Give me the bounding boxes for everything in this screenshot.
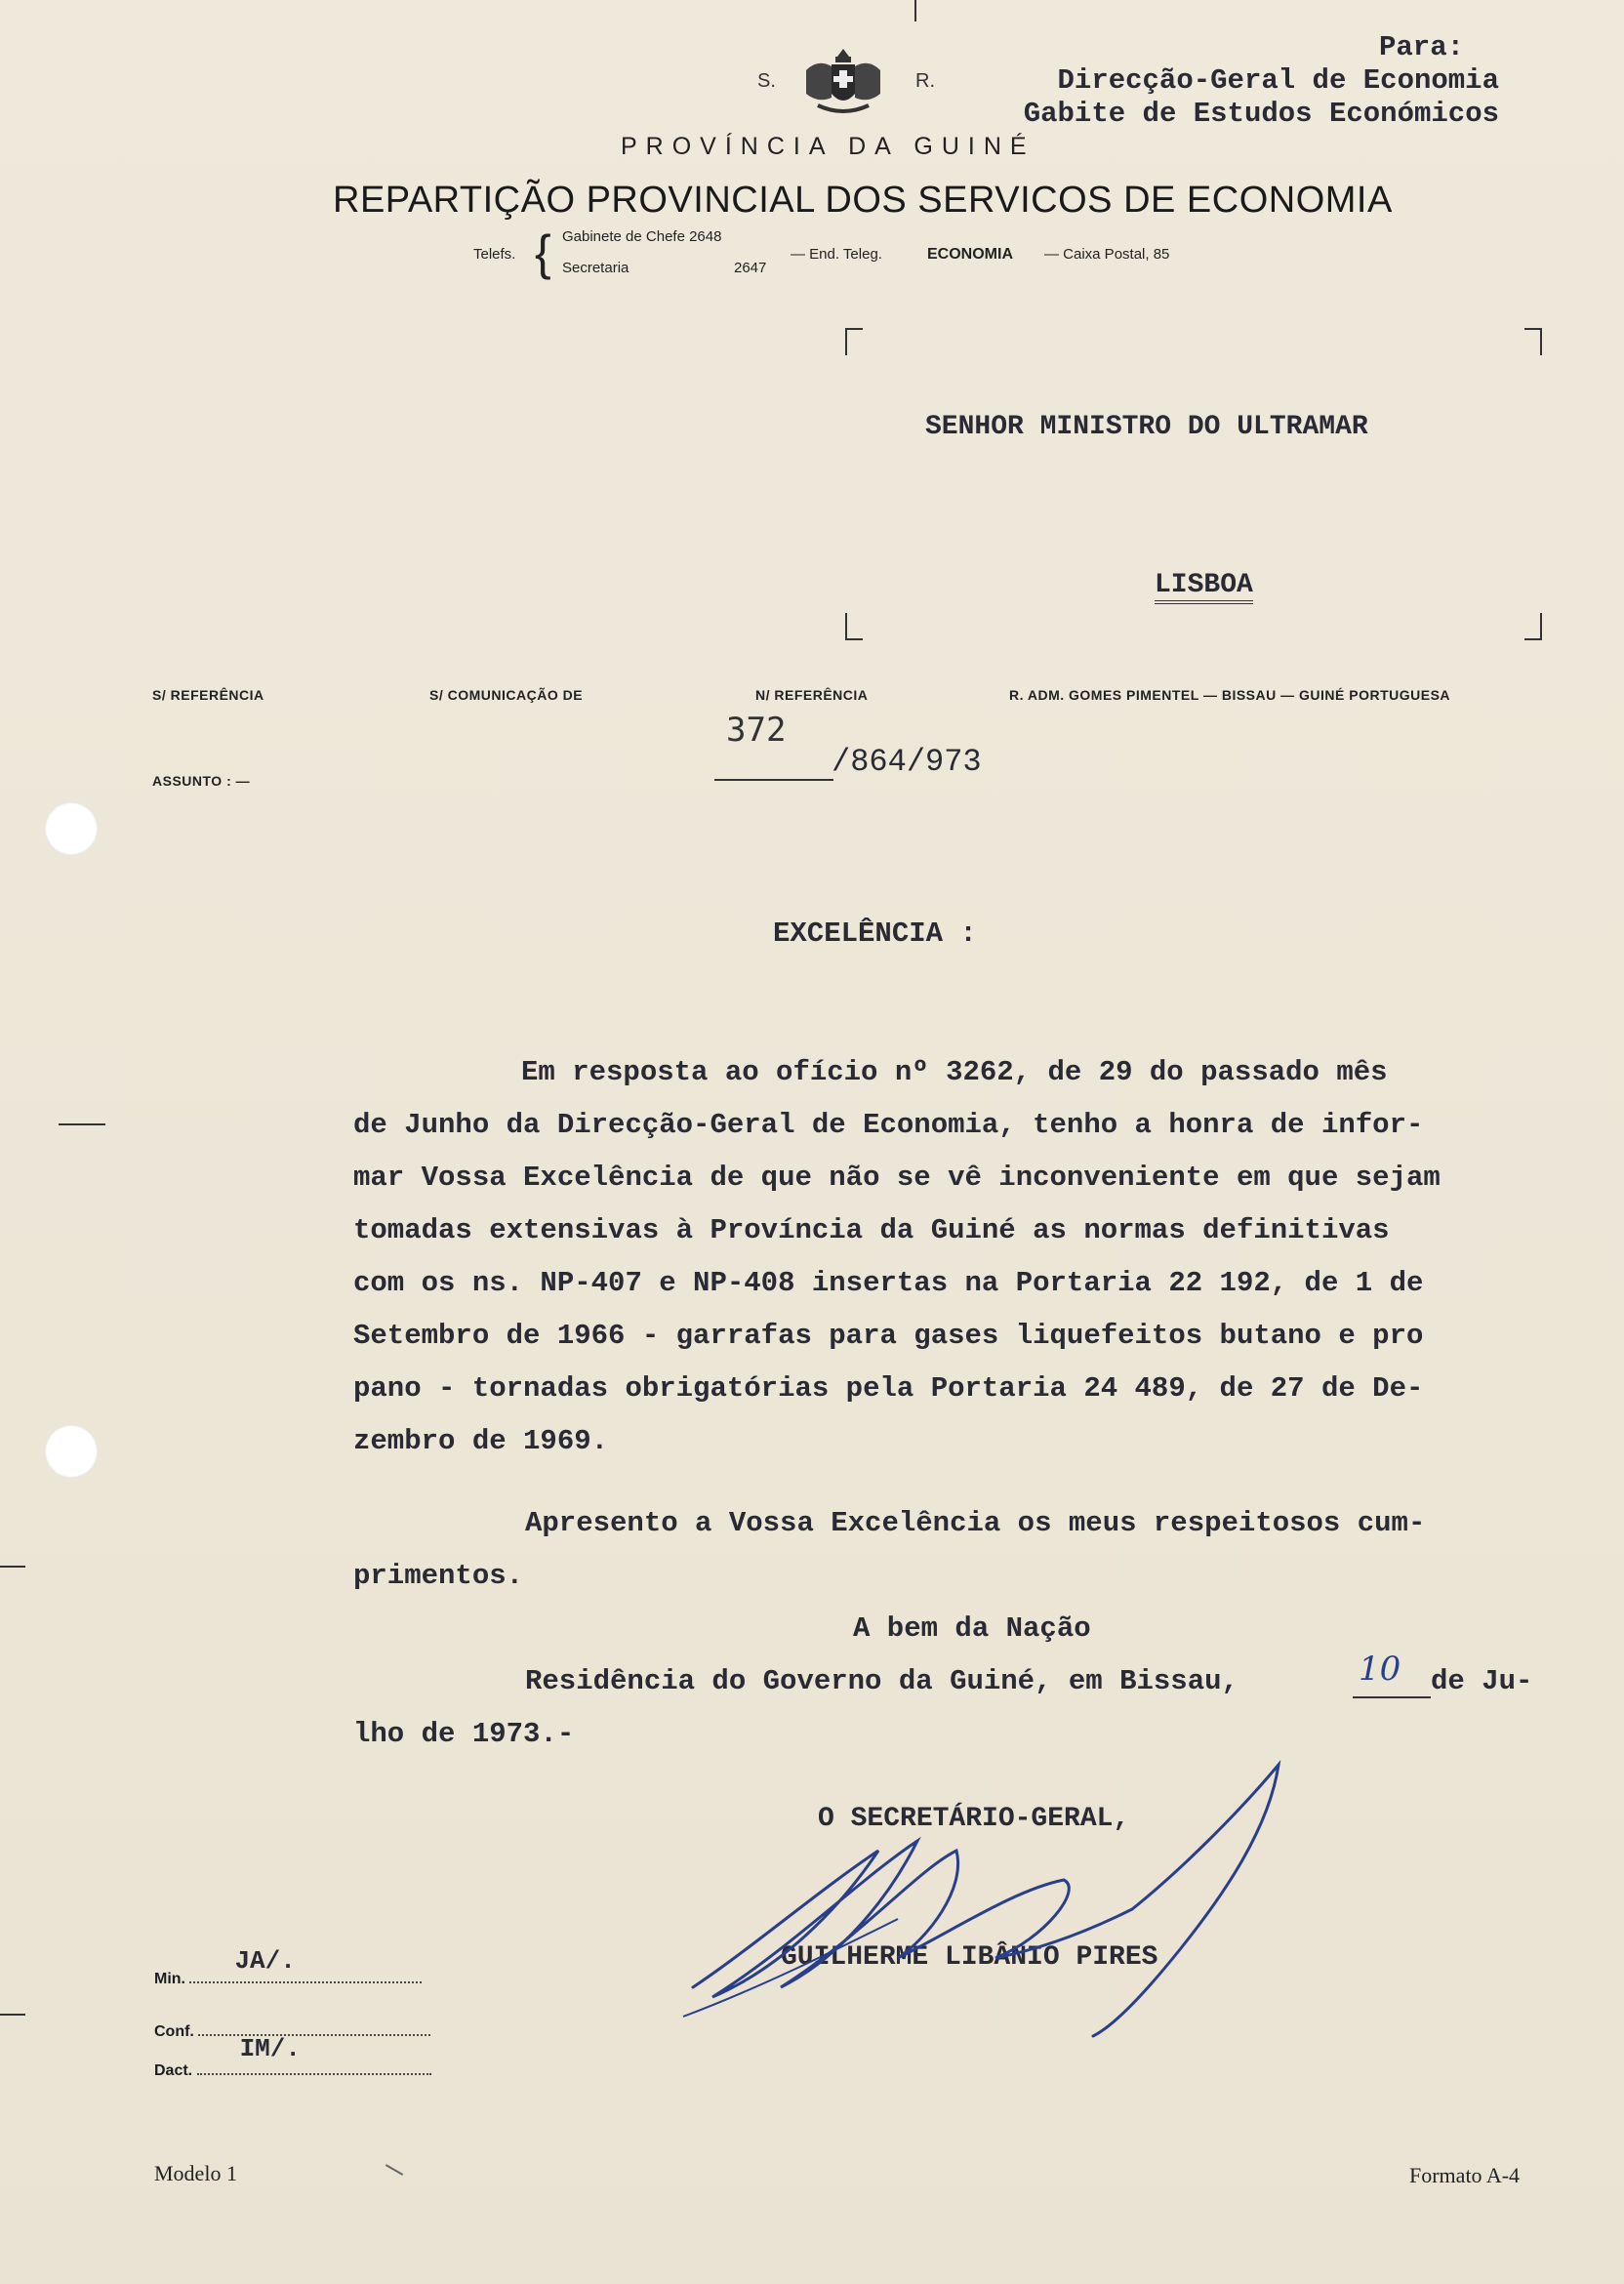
s-comunicacao-label: S/ COMUNICAÇÃO DE <box>429 687 584 703</box>
day-underline <box>1353 1696 1431 1698</box>
caixa-postal: — Caixa Postal, 85 <box>1044 246 1170 263</box>
telefs-label: Telefs. <box>473 246 516 263</box>
end-teleg-value: ECONOMIA <box>927 246 1013 263</box>
body-paragraph-2-line1: Apresento a Vossa Excelência os meus respeitosos cum- <box>525 1507 1426 1539</box>
assunto-label: ASSUNTO : — <box>152 773 251 789</box>
end-teleg-label: — End. Teleg. <box>791 246 882 263</box>
para-block <box>1024 31 1499 131</box>
secretaria-number: 2647 <box>734 260 767 276</box>
fold-mark <box>914 0 916 21</box>
gabinete-line: Gabinete de Chefe 2648 <box>562 228 722 245</box>
date-line-2: lho de 1973.- <box>353 1718 575 1750</box>
min-value-line <box>189 1946 422 1983</box>
dact-label: Dact. <box>154 2062 193 2079</box>
body-paragraph-1 <box>353 1046 1441 1468</box>
margin-mark <box>0 2014 25 2016</box>
ref-underline <box>714 779 833 781</box>
salutation: EXCELÊNCIA : <box>773 918 977 950</box>
min-field <box>154 1946 422 1988</box>
conf-label: Conf. <box>154 2023 194 2040</box>
secretaria-label: Secretaria <box>562 260 629 276</box>
dact-value: IM/. <box>239 2034 301 2063</box>
min-value: JA/. <box>234 1946 296 1976</box>
punch-hole-top <box>45 802 98 855</box>
stray-mark <box>386 2164 403 2176</box>
para-label: Para: <box>1378 31 1464 63</box>
provincia-heading: PROVÍNCIA DA GUINÉ <box>621 133 1035 160</box>
n-referencia-label: N/ REFERÊNCIA <box>755 687 869 703</box>
recipient-line: SENHOR MINISTRO DO ULTRAMAR <box>925 412 1368 442</box>
para-line1: Direcção-Geral de Economia <box>1057 64 1499 97</box>
s-letter: S. <box>757 70 776 92</box>
body-line: zembro de 1969. <box>353 1425 609 1457</box>
conf-value-line <box>198 2017 430 2036</box>
window-corner-tr <box>1524 328 1542 355</box>
body-paragraph-2-line2: primentos. <box>353 1560 524 1592</box>
r-letter: R. <box>915 70 935 92</box>
s-referencia-label: S/ REFERÊNCIA <box>152 687 264 703</box>
ref-suffix: /864/973 <box>832 744 982 780</box>
footer-model: Modelo 1 <box>154 2161 237 2185</box>
address-line: R. ADM. GOMES PIMENTEL — BISSAU — GUINÉ PORTUGUESA <box>1009 687 1451 703</box>
dact-value-line <box>197 2034 431 2075</box>
closing-phrase: A bem da Nação <box>853 1612 1091 1645</box>
margin-mark <box>59 1123 105 1125</box>
handwritten-day: 10 <box>1359 1650 1401 1689</box>
handwritten-signature <box>673 1753 1298 2046</box>
window-corner-br <box>1524 613 1542 640</box>
body-line: Em resposta ao ofício nº 3262, de 29 do passado mês <box>521 1056 1388 1088</box>
place-prefix: Residência do Governo da Guiné, em Bissau, <box>525 1665 1238 1697</box>
dact-field <box>154 2034 431 2080</box>
body-line: de Junho da Direcção-Geral de Economia, tenho a honra de infor- <box>353 1109 1424 1141</box>
body-line: tomadas extensivas à Província da Guiné as normas definitivas <box>353 1214 1390 1246</box>
window-corner-tl <box>845 328 863 355</box>
repartition-heading: REPARTIÇÃO PROVINCIAL DOS SERVICOS DE ECONOMIA <box>333 180 1393 221</box>
brace-icon: { <box>535 225 551 280</box>
body-line: mar Vossa Excelência de que não se vê inconveniente em que sejam <box>353 1162 1441 1194</box>
margin-mark <box>0 1566 25 1568</box>
stamp-number: 372 <box>726 711 787 750</box>
body-line: Setembro de 1966 - garrafas para gases liquefeitos butano e pro <box>353 1320 1424 1352</box>
min-label: Min. <box>154 1971 185 1987</box>
signatory-name: GUILHERME LIBÂNIO PIRES <box>781 1942 1158 1973</box>
body-line: com os ns. NP-407 e NP-408 insertas na Portaria 22 192, de 1 de <box>353 1267 1424 1299</box>
signature-title: O SECRETÁRIO-GERAL, <box>818 1804 1130 1834</box>
footer-format: Formato A-4 <box>1409 2163 1521 2187</box>
punch-hole-bottom <box>45 1425 98 1478</box>
recipient-city: LISBOA <box>1155 570 1253 604</box>
place-suffix: de Ju- <box>1431 1665 1533 1697</box>
coat-of-arms-icon <box>798 45 888 119</box>
para-line2: Gabite de Estudos Económicos <box>1023 98 1499 130</box>
body-line: pano - tornadas obrigatórias pela Portaria 24 489, de 27 de De- <box>353 1372 1424 1405</box>
window-corner-bl <box>845 613 863 640</box>
